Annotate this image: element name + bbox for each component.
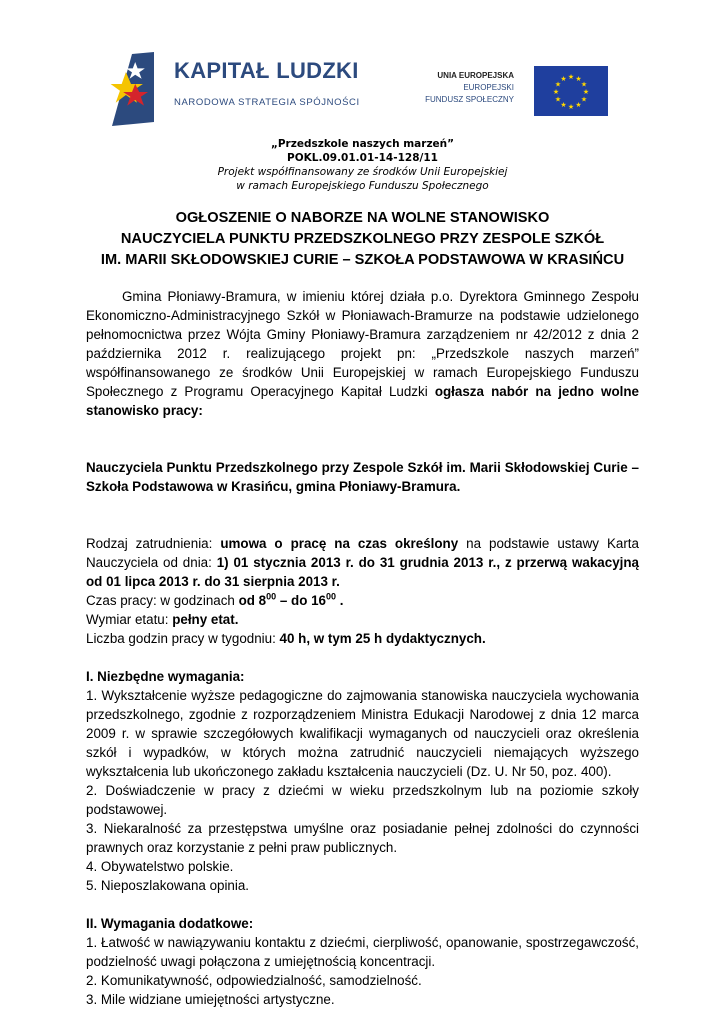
heading-line-3: IM. MARII SKŁODOWSKIEJ CURIE – SZKOŁA PODSTAWOWA W KRASIŃCU: [100, 252, 625, 268]
eu-star-icon: ★: [567, 74, 575, 81]
eu-flag-icon: [534, 66, 608, 116]
additional-item: 2. Komunikatywność, odpowiedzialność, samodzielność.: [86, 973, 422, 988]
employment-type: [86, 534, 639, 591]
hours-end: .: [336, 593, 344, 608]
intro-bold: ogłasza nabór na jedno wolne stanowisko pracy:: [86, 384, 639, 418]
eu-line-2: EUROPEJSKI: [463, 83, 514, 92]
hours-to: – do 16: [276, 593, 326, 608]
additional-item: 3. Mile widziane umiejętności artystyczne.: [86, 992, 335, 1007]
hours-to-sup: 00: [326, 591, 337, 602]
eu-star-icon: ★: [580, 81, 588, 89]
project-info: [0, 137, 725, 193]
requirements-title: [86, 667, 639, 686]
eu-star-icon: ★: [580, 96, 588, 104]
requirement-item: 5. Nieposzlakowana opinia.: [86, 878, 250, 893]
position-text: Nauczyciela Punktu Przedszkolnego przy Zespole Szkół im. Marii Skłodowskiej Curie – Szkoła Podstawowa w Krasińcu, gmina Płoniawy-Bramura.: [86, 460, 639, 494]
additional-title-text: II. Wymagania dodatkowe:: [86, 916, 254, 931]
additional-item: 1. Łatwość w nawiązywaniu kontaktu z dziećmi, cierpliwość, opanowanie, spostrzegawczość, podzielność uwagi połączona z umiejętnością koncentracji.: [86, 935, 639, 969]
kapital-ludzki-logo: [108, 52, 158, 126]
announcement-heading: [0, 208, 725, 271]
hours-from-sup: 00: [266, 591, 277, 602]
fte-value: pełny etat.: [172, 612, 239, 627]
position-paragraph: [86, 458, 639, 496]
eu-star-icon: ★: [575, 102, 582, 109]
intro-paragraph: [86, 287, 639, 420]
requirement-item: 4. Obywatelstwo polskie.: [86, 859, 234, 874]
eu-line-3: FUNDUSZ SPOŁECZNY: [425, 95, 514, 104]
eu-star-icon: ★: [575, 76, 582, 83]
employment-basis: na podstawie ustawy Karta Nauczyciela od dnia:: [86, 536, 639, 570]
eu-text: [408, 70, 514, 106]
fte: [86, 610, 639, 629]
eu-star-icon: ★: [567, 104, 575, 111]
requirement-item: 2. Doświadczenie w pracy z dziećmi w wieku przedszkolnym lub na poziomie szkoły podstawowej.: [86, 783, 639, 817]
employment-type-value: umowa o pracę na czas określony: [220, 536, 459, 551]
kapital-ludzki-subtitle: NARODOWA STRATEGIA SPÓJNOŚCI: [174, 97, 360, 108]
kapital-ludzki-title: KAPITAŁ LUDZKI: [174, 58, 359, 83]
eu-line-1: UNIA EUROPEJSKA: [437, 71, 514, 80]
intro-text: Gmina Płoniawy-Bramura, w imieniu której działa p.o. Dyrektora Gminnego Zespołu Ekonomiczno-Administracyjnego Szkół w Płoniawach-Bramurze na podstawie udzielonego pełnomocnictwa przez Wójta Gminy Płoniawy-Bramura zarządzeniem nr 42/2012 z dnia 2 października 2012 r. realizującego projekt pn: „Przedszkole naszych marzeń” współfinansowanego ze środków Unii Europejskiej w ramach Europejskiego Funduszu Społecznego z Programu Operacyjnego Kapitał Ludzki: [86, 289, 639, 399]
hours-from: od 8: [238, 593, 267, 608]
requirements-title-text: I. Niezbędne wymagania:: [86, 669, 245, 684]
weekly-hours: [86, 629, 639, 648]
heading-line-1: OGŁOSZENIE O NABORZE NA WOLNE STANOWISKO: [175, 210, 550, 226]
hours-label: Czas pracy: w godzinach: [86, 593, 239, 608]
project-name: „Przedszkole naszych marzeń”: [270, 138, 455, 150]
announcement-body: [86, 287, 639, 1009]
eu-star-icon: ★: [560, 102, 567, 109]
eu-star-icon: ★: [560, 76, 567, 83]
weekly-value: 40 h, w tym 25 h dydaktycznych.: [279, 631, 486, 646]
employment-type-label: Rodzaj zatrudnienia:: [86, 536, 221, 551]
letterhead: [108, 52, 618, 132]
eu-star-icon: ★: [554, 81, 562, 89]
working-hours: [86, 591, 639, 610]
eu-star-icon: ★: [554, 96, 562, 104]
requirement-item: 3. Niekaralność za przestępstwa umyślne oraz posiadanie pełnej zdolności do czynności prawnych oraz korzystanie z pełni praw publicznych.: [86, 821, 639, 855]
additional-title: [86, 914, 639, 933]
project-cofinancing: Projekt współfinansowany ze środków Unii Europejskiej: [217, 166, 508, 178]
project-fund: w ramach Europejskiego Funduszu Społecznego: [236, 180, 489, 192]
eu-star-icon: ★: [552, 89, 560, 96]
eu-star-icon: ★: [582, 89, 590, 96]
employment-dates: 1) 01 stycznia 2013 r. do 31 grudnia 2013 r., z przerwą wakacyjną od 01 lipca 2013 r. do 31 sierpnia 2013 r.: [86, 555, 639, 589]
weekly-label: Liczba godzin pracy w tygodniu:: [86, 631, 280, 646]
heading-line-2: NAUCZYCIELA PUNKTU PRZEDSZKOLNEGO PRZY ZESPOLE SZKÓŁ: [120, 231, 605, 247]
fte-label: Wymiar etatu:: [86, 612, 173, 627]
requirement-item: 1. Wykształcenie wyższe pedagogiczne do zajmowania stanowiska nauczyciela wychowania przedszkolnego, zgodnie z rozporządzeniem Ministra Edukacji Narodowej z dnia 12 marca 2009 r. w sprawie szczegółowych kwalifikacji wymaganych od nauczycieli oraz określenia szkół i wypadków, w których można zatrudnić nauczycieli niemających wyższego wykształcenia lub ukończonego zakładu kształcenia nauczycieli (Dz. U. Nr 50, poz. 400).: [86, 688, 639, 779]
project-code: POKL.09.01.01-14-128/11: [287, 152, 438, 164]
